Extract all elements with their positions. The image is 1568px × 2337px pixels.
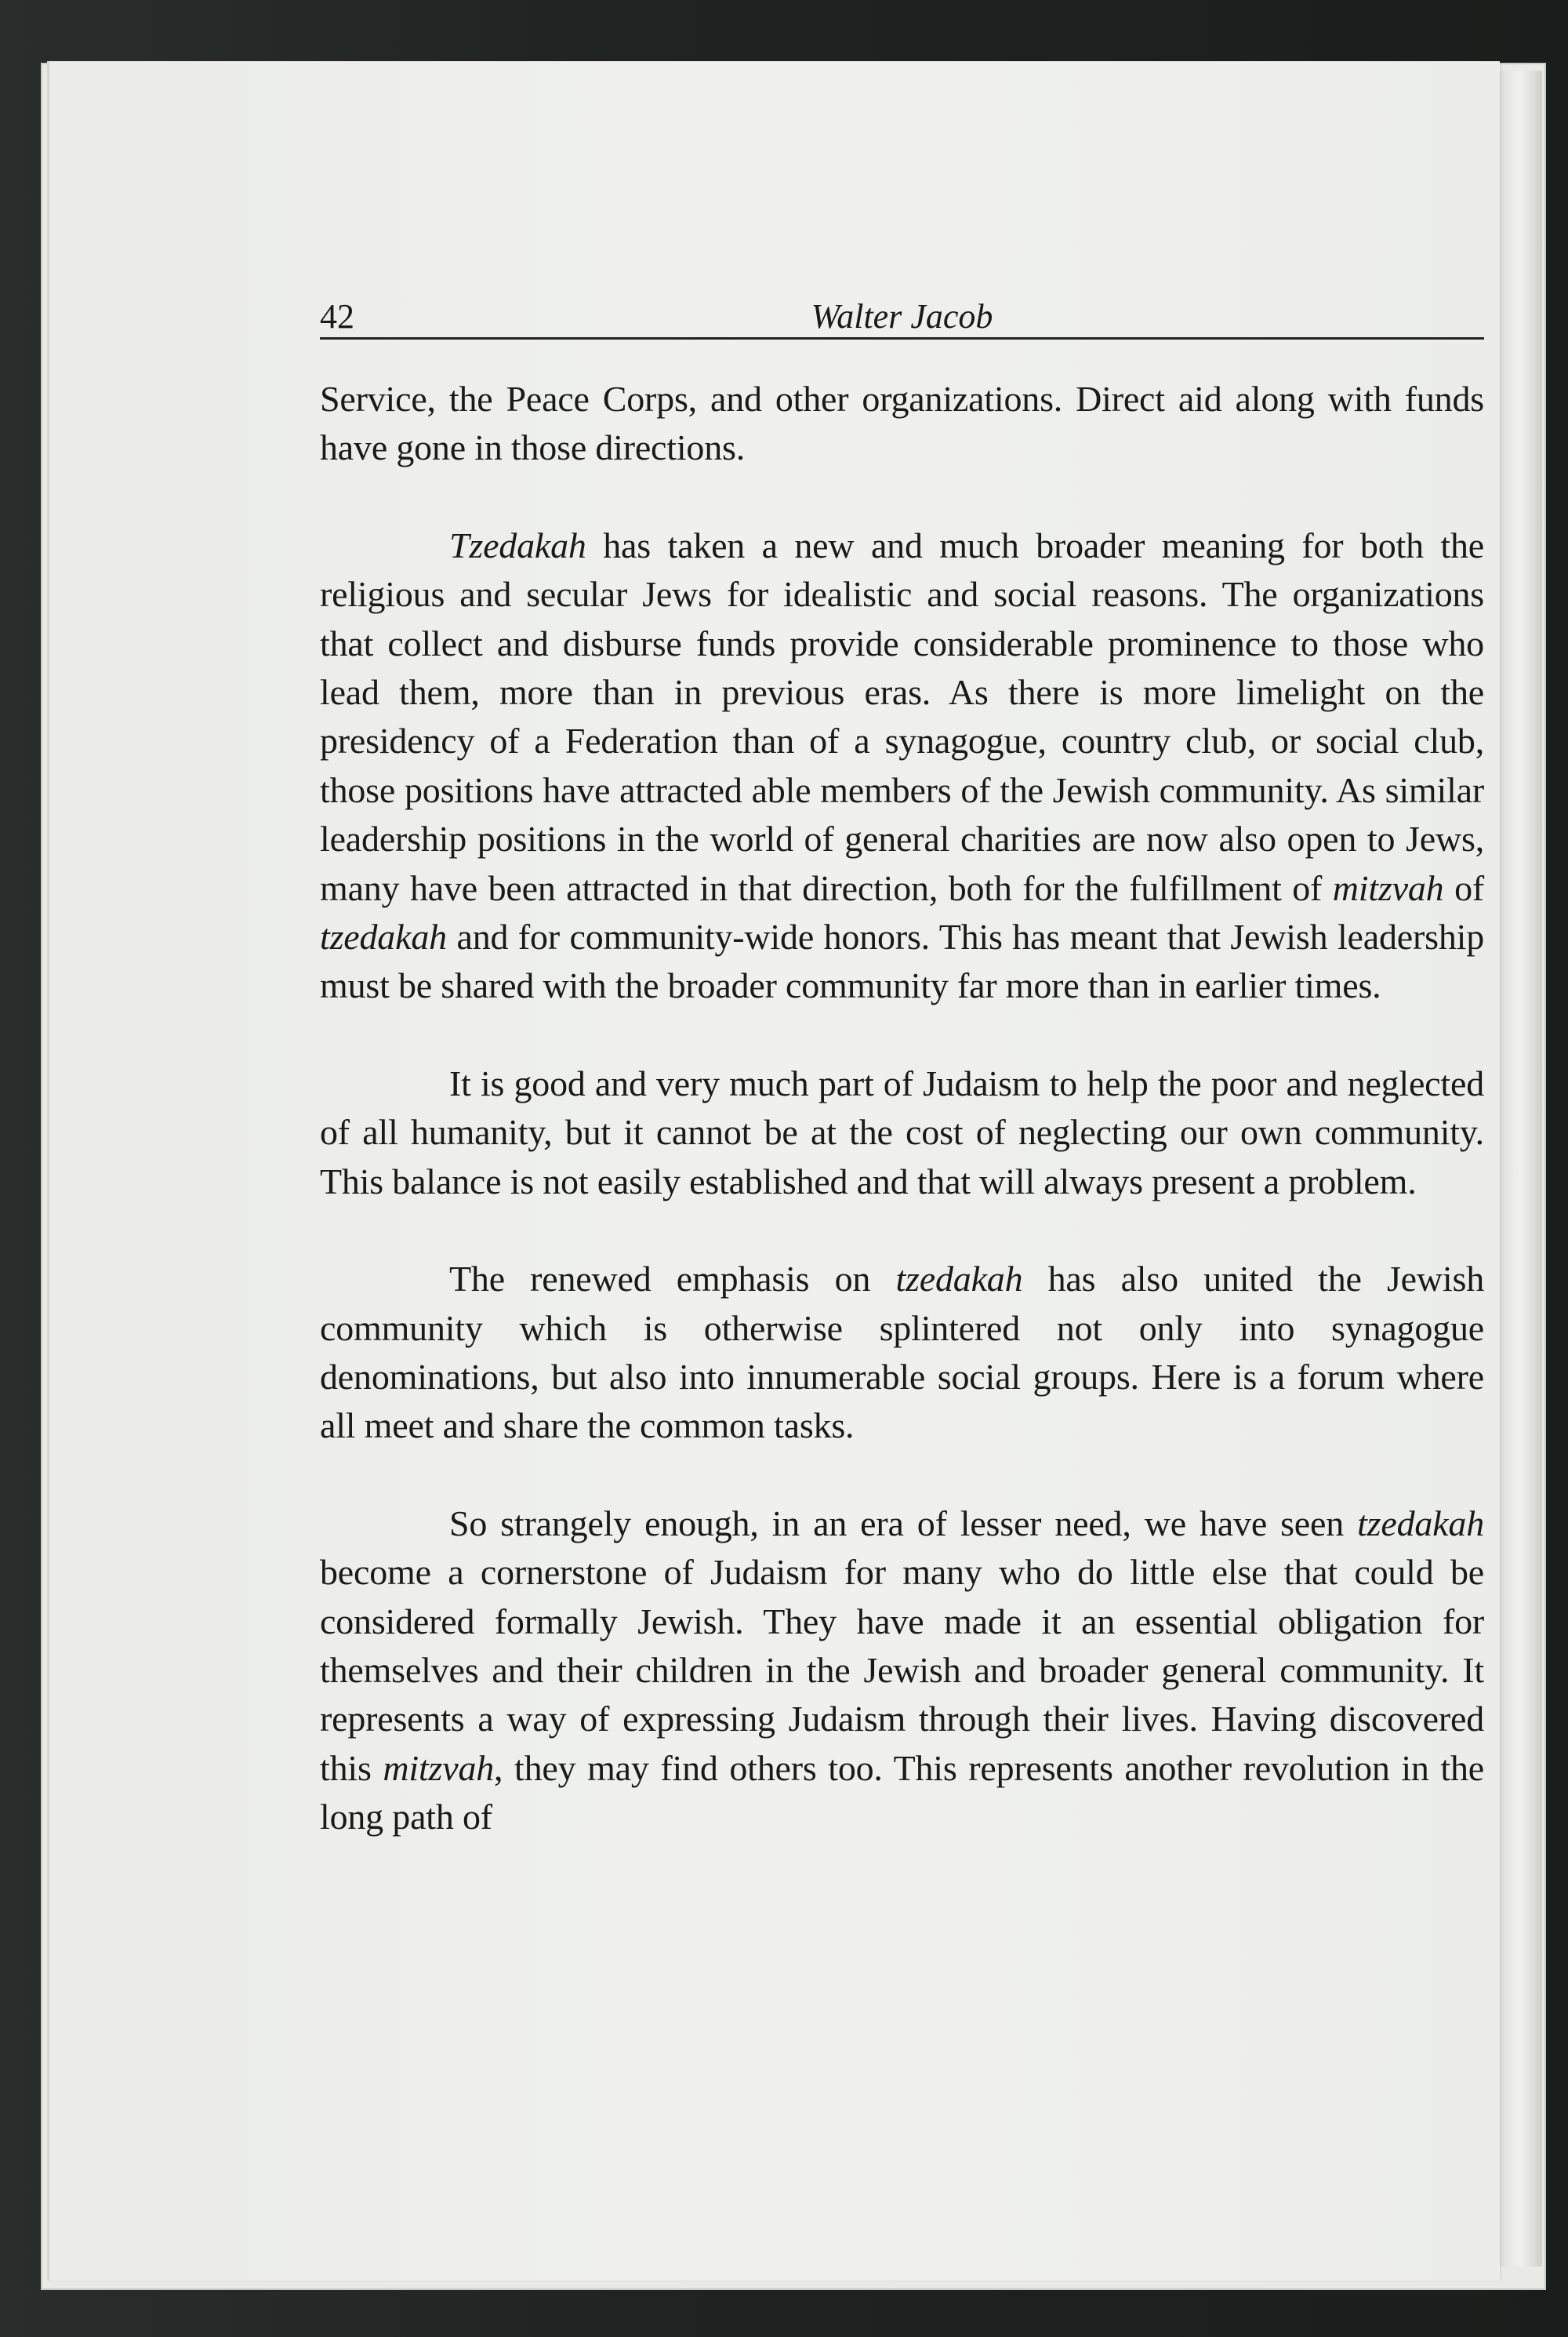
book-page xyxy=(47,61,1500,2281)
paragraph-2-text-c: and for community-wide honors. This has meant that Jewish leadership must be shared with the broader community far more than in earlier times. xyxy=(320,917,1484,1006)
paragraph-2-text-b: of xyxy=(1443,867,1484,908)
paragraph-1 xyxy=(320,375,1484,473)
paragraph-5 xyxy=(320,1499,1484,1842)
paragraph-4-text-a: The renewed emphasis on xyxy=(449,1259,896,1299)
paragraph-4-italic-1: tzedakah xyxy=(895,1259,1023,1299)
page-number: 42 xyxy=(320,297,354,336)
paragraph-3 xyxy=(320,1059,1484,1206)
paragraph-4-text-b: has also united the Jewish community which is otherwise splintered not only into synagogue denominations, but also into innumerable social groups. Here is a forum where all meet and share the common tasks. xyxy=(320,1259,1484,1446)
paragraph-5-italic-2: mitzvah xyxy=(383,1747,495,1788)
paragraph-1-text: Service, the Peace Corps, and other organizations. Direct aid along with funds have gone in those directions. xyxy=(320,379,1484,468)
running-head-author: Walter Jacob xyxy=(811,297,993,336)
paragraph-2-italic-2: tzedakah xyxy=(320,917,447,958)
paragraph-2 xyxy=(320,522,1484,1011)
paragraph-2-text-a: has taken a new and much broader meaning for both the religious and secular Jews for idealistic and social reasons. The organizations that collect and disburse funds provide considerable prominence to those who lead them, more than in previous eras. As there is more limelight on the presidency of a Federation than of a synagogue, country club, or social club, those positions have attracted able members of the Jewish community. As similar leadership positions in the world of general charities are now also open to Jews, many have been attracted in that direction, both for the fulfillment of xyxy=(320,525,1484,908)
paragraph-5-italic-1: tzedakah xyxy=(1357,1503,1484,1543)
paragraph-5-text-b: become a cornerstone of Judaism for many who do little else that could be considered formally Jewish. They have made it an essential obligation for themselves and their children in the Jewish and broader general community. It represents a way of expressing Judaism through their lives. Having discovered this xyxy=(320,1552,1484,1788)
running-head xyxy=(320,296,1484,340)
paragraph-3-text: It is good and very much part of Judaism to help the poor and neglected of all humanity, but it cannot be at the cost of neglecting our own community. This balance is not easily established and that will always present a problem. xyxy=(320,1063,1484,1201)
paragraph-5-text-c: , they may find others too. This represents another revolution in the long path of xyxy=(320,1747,1484,1837)
page-edge xyxy=(1494,71,1542,2266)
body-text xyxy=(320,375,1484,1891)
paragraph-5-text-a: So strangely enough, in an era of lesser need, we have seen xyxy=(449,1503,1358,1543)
paragraph-2-lead-italic: Tzedakah xyxy=(449,525,586,565)
paragraph-4 xyxy=(320,1255,1484,1451)
paragraph-2-italic-1: mitzvah xyxy=(1332,867,1444,908)
